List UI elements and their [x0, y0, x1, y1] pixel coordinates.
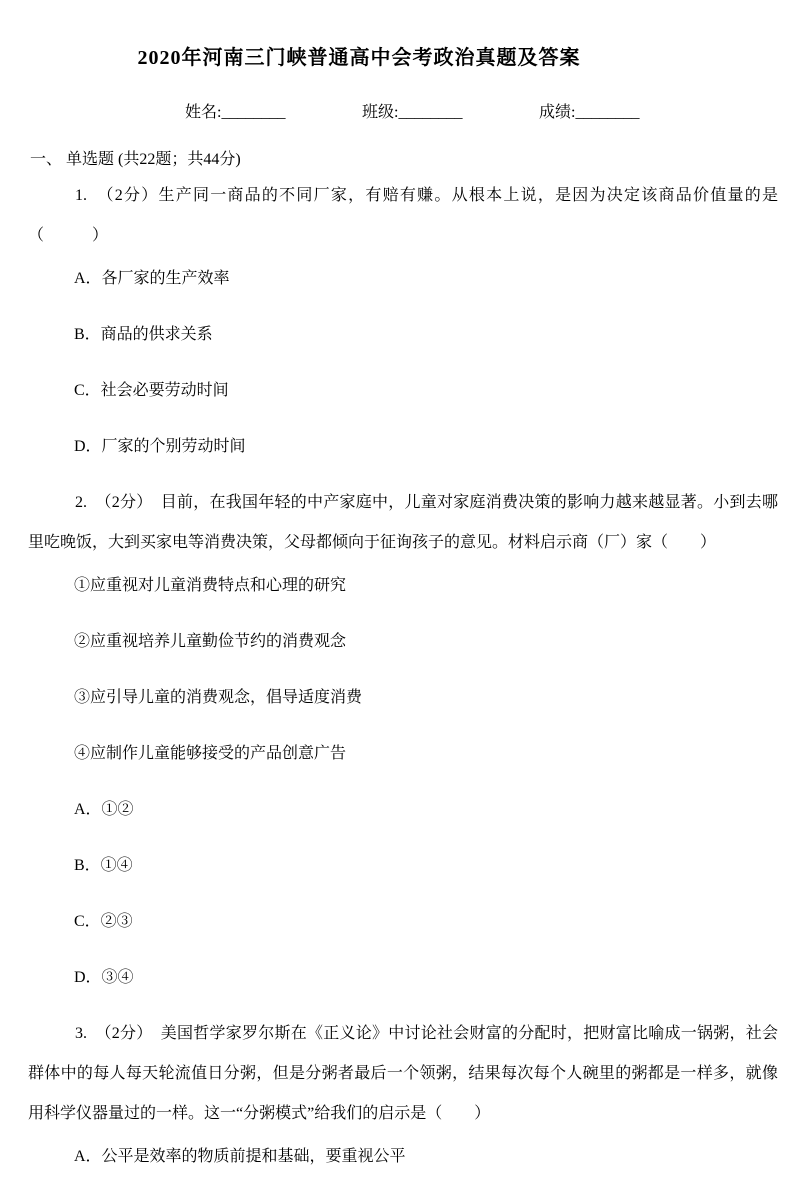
question-3-option-a: A．公平是效率的物质前提和基础，要重视公平	[74, 1148, 406, 1165]
score-field-label: 成绩:	[539, 104, 576, 121]
class-field-label: 班级:	[362, 104, 399, 121]
question-1-option-b: B．商品的供求关系	[74, 326, 213, 343]
name-field-label: 姓名:	[185, 104, 222, 121]
question-2-option-c: C．②③	[74, 913, 133, 930]
class-field-blank: ________	[398, 104, 463, 121]
question-1-option-d: D．厂家的个别劳动时间	[74, 438, 246, 455]
name-field-blank: ________	[221, 104, 286, 121]
question-2-subitem-1: ①应重视对儿童消费特点和心理的研究	[74, 577, 347, 594]
document-title: 2020年河南三门峡普通高中会考政治真题及答案	[137, 47, 581, 69]
question-1-stem: 1. （2分）生产同一商品的不同厂家，有赔有赚。从根本上说，是因为决定该商品价值量的是（ ）	[28, 187, 778, 244]
question-2-option-b: B．①④	[74, 857, 133, 874]
question-3	[0, 1014, 790, 1177]
question-2	[0, 483, 790, 998]
question-2-option-a: A．①②	[74, 801, 134, 818]
question-2-option-d: D．③④	[74, 969, 134, 986]
meta-fields-row	[0, 102, 790, 124]
score-field	[539, 102, 716, 124]
section-heading-single-choice: 一、 单选题 (共22题；共44分)	[30, 151, 241, 168]
question-1-option-a: A．各厂家的生产效率	[74, 270, 230, 287]
question-1-option-c: C．社会必要劳动时间	[74, 382, 229, 399]
name-field	[185, 102, 362, 124]
question-2-stem: 2. （2分） 目前，在我国年轻的中产家庭中，儿童对家庭消费决策的影响力越来越显著。小到去哪里吃晚饭，大到买家电等消费决策，父母都倾向于征询孩子的意见。材料启示商（厂）家（ ）	[28, 494, 778, 551]
score-field-blank: ________	[575, 104, 640, 121]
question-2-subitem-2: ②应重视培养儿童勤俭节约的消费观念	[74, 633, 347, 650]
question-2-subitem-4: ④应制作儿童能够接受的产品创意广告	[74, 745, 347, 762]
question-1	[0, 176, 790, 467]
class-field	[362, 102, 539, 124]
question-3-stem: 3. （2分） 美国哲学家罗尔斯在《正义论》中讨论社会财富的分配时，把财富比喻成一锅粥，社会群体中的每人每天轮流值日分粥，但是分粥者最后一个领粥，结果每次每个人碗里的粥都是一样多，就像用科学仪器量过的一样。这一“分粥模式”给我们的启示是（ ）	[28, 1025, 778, 1122]
question-2-subitem-3: ③应引导儿童的消费观念，倡导适度消费	[74, 689, 363, 706]
